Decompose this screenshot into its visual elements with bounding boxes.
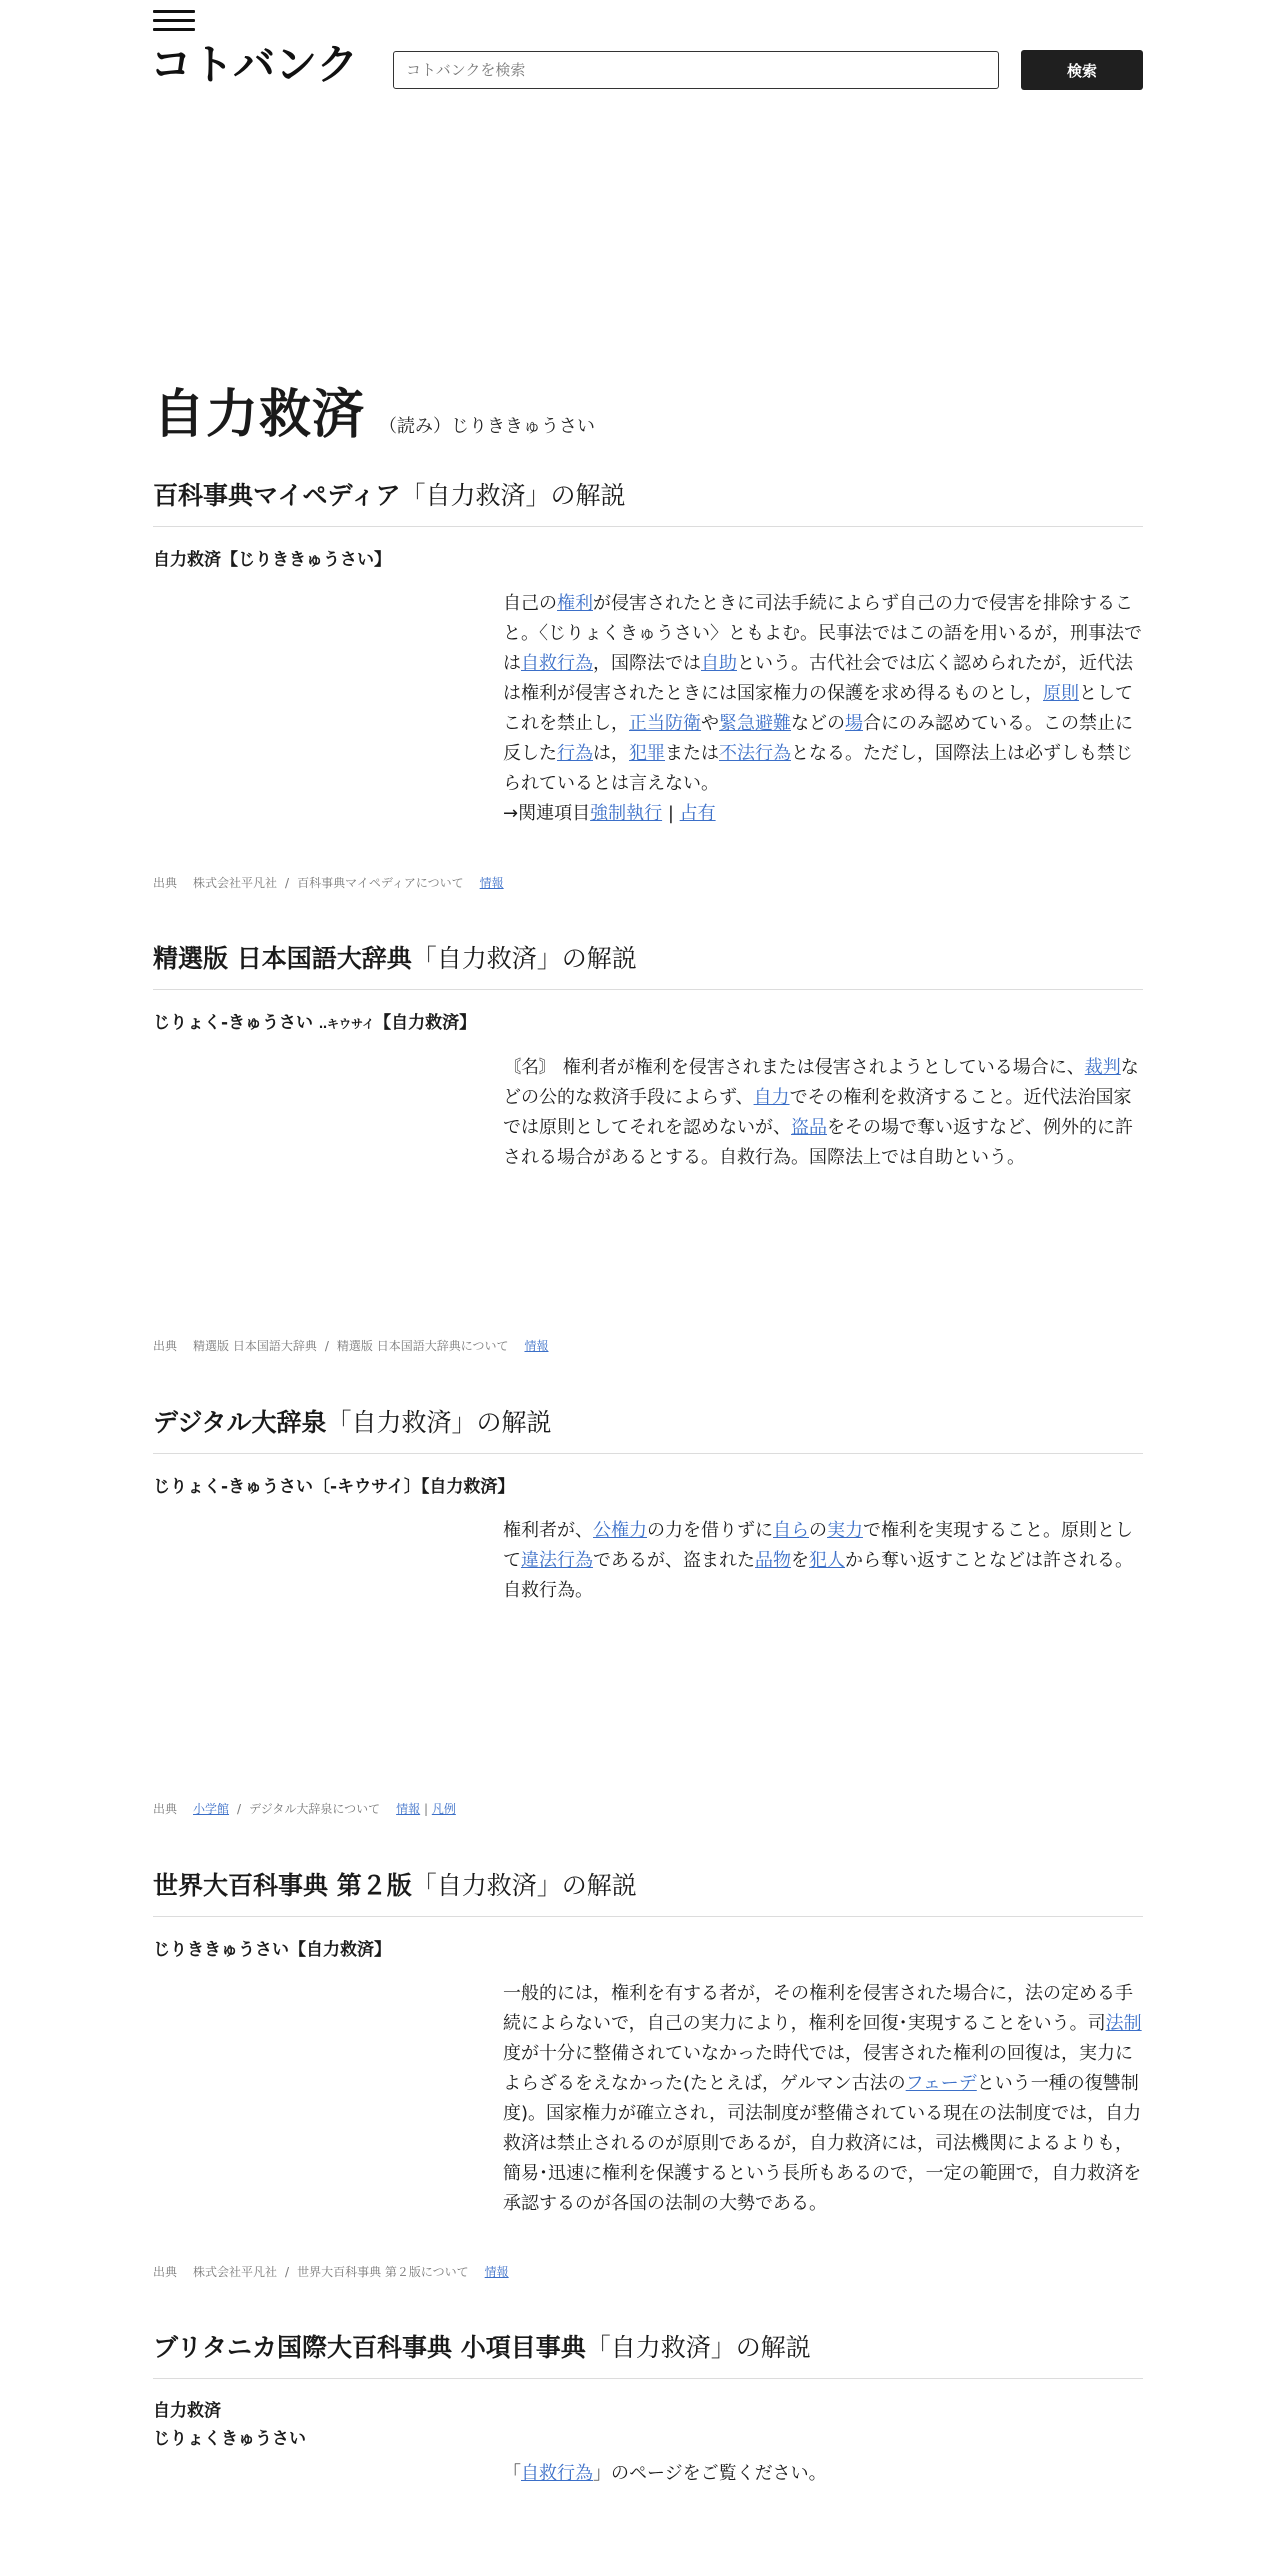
section-heading xyxy=(153,939,1143,990)
menu-bar xyxy=(153,10,195,13)
dictionary-name: ブリタニカ国際大百科事典 小項目事典 xyxy=(153,2333,586,2362)
link-fede[interactable]: フェーデ xyxy=(905,2073,977,2094)
text: が侵害されたときに司法手続によらず自己の力で侵害を排除すること。〈じりょくきゅうさい〉ともよむ。民事法ではこの語を用いるが，刑事法では xyxy=(503,593,1142,674)
text: 「 xyxy=(503,2463,521,2484)
source-about: 世界大百科事典 第２版について xyxy=(297,2265,469,2279)
text: でその権利を救済すること。近代法治国家では原則としてそれを認めないが、 xyxy=(503,1087,1132,1138)
page-title-main: 自力救済 xyxy=(153,385,366,445)
menu-icon[interactable] xyxy=(153,10,195,32)
source-line: 出典 株式会社平凡社 / 世界大百科事典 第２版について 情報 xyxy=(153,2265,509,2279)
text: 」のページをご覧ください。 xyxy=(593,2463,827,2484)
link-hosei[interactable]: 法制 xyxy=(1105,2013,1142,2034)
source-label: 出典 xyxy=(153,1802,178,1816)
source-about: 精選版 日本国語大辞典について xyxy=(336,1339,509,1353)
text: を xyxy=(791,1550,809,1571)
text: の力を借りずに xyxy=(647,1520,773,1541)
source-legend-link[interactable]: 凡例 xyxy=(431,1802,456,1816)
text: の xyxy=(809,1520,827,1541)
entry-heading xyxy=(153,1008,1143,1039)
search-input[interactable] xyxy=(393,51,999,89)
link-ba[interactable]: 場 xyxy=(845,713,863,734)
section-britannica xyxy=(153,2328,1143,2489)
text: や xyxy=(701,713,719,734)
page-title-reading: （読み）じりききゅうさい xyxy=(379,416,596,437)
entry-heading: じりょく‐きゅうさい〔‐キウサイ〕【自力救済】 xyxy=(153,1477,515,1497)
link-shinamono[interactable]: 品物 xyxy=(755,1550,791,1571)
text: 一般的には，権利を有する者が，その権利を侵害された場合に，法の定める手続によらないで，自己の実力により，権利を回復･実現することをいう。司 xyxy=(503,1983,1133,2034)
entry-heading: 自力救済【じりききゅうさい】 xyxy=(153,550,391,570)
text: で権利を実現すること。原則として xyxy=(503,1520,1133,1571)
text: という一種の復讐制度)。国家権力が確立され，司法制度が整備されている現在の法制度では，自力救済は禁止されるのが原則であるが，自力救済には，司法機関によるよりも，簡易･迅速に権利を保護するという長所もあるので，一定の範囲で，自力救済を承認するのが各国の法制の大勢である。 xyxy=(503,2073,1142,2214)
text: 合にのみ認めている。この禁止に反した xyxy=(503,713,1133,764)
entry-kanji: 【自力救済】 xyxy=(374,1013,477,1033)
link-kokenryoku[interactable]: 公権力 xyxy=(593,1520,647,1541)
text: から奪い返すことなどは許される。自救行為。 xyxy=(503,1550,1133,1601)
related-items xyxy=(503,799,1143,829)
link-gensoku[interactable]: 原則 xyxy=(1043,683,1079,704)
entry-title: 自力救済 xyxy=(153,2401,221,2421)
text: であるが、盗まれた xyxy=(593,1550,755,1571)
related-label: →関連項目 xyxy=(503,803,591,824)
source-about: デジタル大辞泉について xyxy=(249,1802,381,1816)
source-info-link[interactable]: 情報 xyxy=(396,1802,421,1816)
menu-bar xyxy=(153,19,195,22)
section-heading xyxy=(153,1403,1143,1454)
dictionary-name: デジタル大辞泉 xyxy=(153,1408,327,1437)
entry-body xyxy=(503,1053,1143,1173)
text: 権利者が、 xyxy=(503,1520,593,1541)
source-publisher: 株式会社平凡社 xyxy=(193,2265,278,2279)
link-jiryoku[interactable]: 自力 xyxy=(753,1087,790,1108)
text: をその場で奪い返すなど、例外的に許される場合があるとする。自救行為。国際法上では自助という。 xyxy=(503,1117,1133,1168)
source-info-link[interactable]: 情報 xyxy=(524,1339,549,1353)
text: という。古代社会では広く認められたが，近代法は権利が侵害されたときには国家権力の保護を求め得るものとし， xyxy=(503,653,1133,704)
section-nikkoku xyxy=(153,939,1143,1173)
link-kenri[interactable]: 権利 xyxy=(557,593,593,614)
source-line: 出典 小学館 / デジタル大辞泉について 情報 | 凡例 xyxy=(153,1802,456,1816)
source-line: 出典 精選版 日本国語大辞典 / 精選版 日本国語大辞典について 情報 xyxy=(153,1339,549,1353)
entry-body xyxy=(503,589,1143,829)
link-tohin[interactable]: 盗品 xyxy=(791,1117,827,1138)
link-saiban[interactable]: 裁判 xyxy=(1084,1057,1121,1078)
dictionary-name: 精選版 日本国語大辞典 xyxy=(153,944,412,973)
text: 〘名〙 権利者が権利を侵害されまたは侵害されようとしている場合に、 xyxy=(503,1057,1085,1078)
link-ihokoi[interactable]: 違法行為 xyxy=(521,1550,593,1571)
source-publisher: 精選版 日本国語大辞典 xyxy=(193,1339,317,1353)
link-senyu[interactable]: 占有 xyxy=(679,803,716,824)
entry-body xyxy=(503,2459,1143,2489)
section-daijisen xyxy=(153,1403,1143,1606)
text: 度が十分に整備されていなかった時代では，侵害された権利の回復は，実力によらざるをえなかった(たとえば，ゲルマン古法の xyxy=(503,2043,1133,2094)
dictionary-name: 世界大百科事典 第２版 xyxy=(153,1871,412,1900)
link-hanzai[interactable]: 犯罪 xyxy=(629,743,665,764)
link-koi[interactable]: 行為 xyxy=(557,743,593,764)
source-about: 百科事典マイペディアについて xyxy=(297,876,464,890)
text: は， xyxy=(593,743,629,764)
link-mizukara[interactable]: 自ら xyxy=(773,1520,809,1541)
link-jijo[interactable]: 自助 xyxy=(701,653,737,674)
entry-heading xyxy=(153,2397,1143,2453)
entry-body xyxy=(503,1979,1143,2219)
link-hannin[interactable]: 犯人 xyxy=(809,1550,845,1571)
link-jitsuryoku[interactable]: 実力 xyxy=(827,1520,863,1541)
source-publisher: 株式会社平凡社 xyxy=(193,876,278,890)
page-title xyxy=(153,372,595,447)
source-label: 出典 xyxy=(153,876,178,890)
section-heading-suffix: 「自力救済」の解説 xyxy=(411,944,637,973)
text: などの公的な救済手段によらず、 xyxy=(503,1057,1139,1108)
section-heading-suffix: 「自力救済」の解説 xyxy=(411,1871,637,1900)
link-jikyukoi[interactable]: 自救行為 xyxy=(521,2463,593,2484)
entry-kana: ‥キウサイ xyxy=(318,1017,375,1031)
text: 自己の xyxy=(503,593,557,614)
section-heading xyxy=(153,2328,1143,2379)
source-publisher-link[interactable]: 小学館 xyxy=(193,1802,230,1816)
section-heading-suffix: 「自力救済」の解説 xyxy=(400,481,626,510)
section-heading-suffix: 「自力救済」の解説 xyxy=(585,2333,811,2362)
link-jikyukoi[interactable]: 自救行為 xyxy=(521,653,593,674)
source-label: 出典 xyxy=(153,1339,178,1353)
section-heading xyxy=(153,1866,1143,1917)
source-label: 出典 xyxy=(153,2265,178,2279)
text: などの xyxy=(791,713,845,734)
link-kinkyuhinan[interactable]: 緊急避難 xyxy=(719,713,791,734)
text: ，国際法では xyxy=(593,653,701,674)
dictionary-name: 百科事典マイペディア xyxy=(153,481,401,510)
separator: | xyxy=(662,803,680,824)
link-kyoseishikko[interactable]: 強制執行 xyxy=(590,803,663,824)
section-mypedia xyxy=(153,476,1143,829)
section-heading xyxy=(153,476,1143,527)
section-sekai xyxy=(153,1866,1143,2219)
source-line: 出典 株式会社平凡社 / 百科事典マイペディアについて 情報 xyxy=(153,876,504,890)
site-logo[interactable]: コトバンク xyxy=(150,40,359,89)
link-fuhokoi[interactable]: 不法行為 xyxy=(719,743,791,764)
entry-body xyxy=(503,1516,1143,1606)
text: または xyxy=(665,743,719,764)
source-info-link[interactable]: 情報 xyxy=(484,2265,509,2279)
menu-bar xyxy=(153,28,195,31)
section-heading-suffix: 「自力救済」の解説 xyxy=(326,1408,552,1437)
entry-reading: じりょくきゅうさい xyxy=(153,2429,306,2449)
entry-heading: じりききゅうさい【自力救済】 xyxy=(153,1940,391,1960)
entry-reading: じりょく‐きゅうさい xyxy=(153,1013,314,1033)
link-seitoboei[interactable]: 正当防衛 xyxy=(629,713,701,734)
search-button[interactable]: 検索 xyxy=(1021,50,1143,90)
source-info-link[interactable]: 情報 xyxy=(479,876,504,890)
text: となる。ただし，国際法上は必ずしも禁じられているとは言えない。 xyxy=(503,743,1133,794)
text: としてこれを禁止し， xyxy=(503,683,1133,734)
